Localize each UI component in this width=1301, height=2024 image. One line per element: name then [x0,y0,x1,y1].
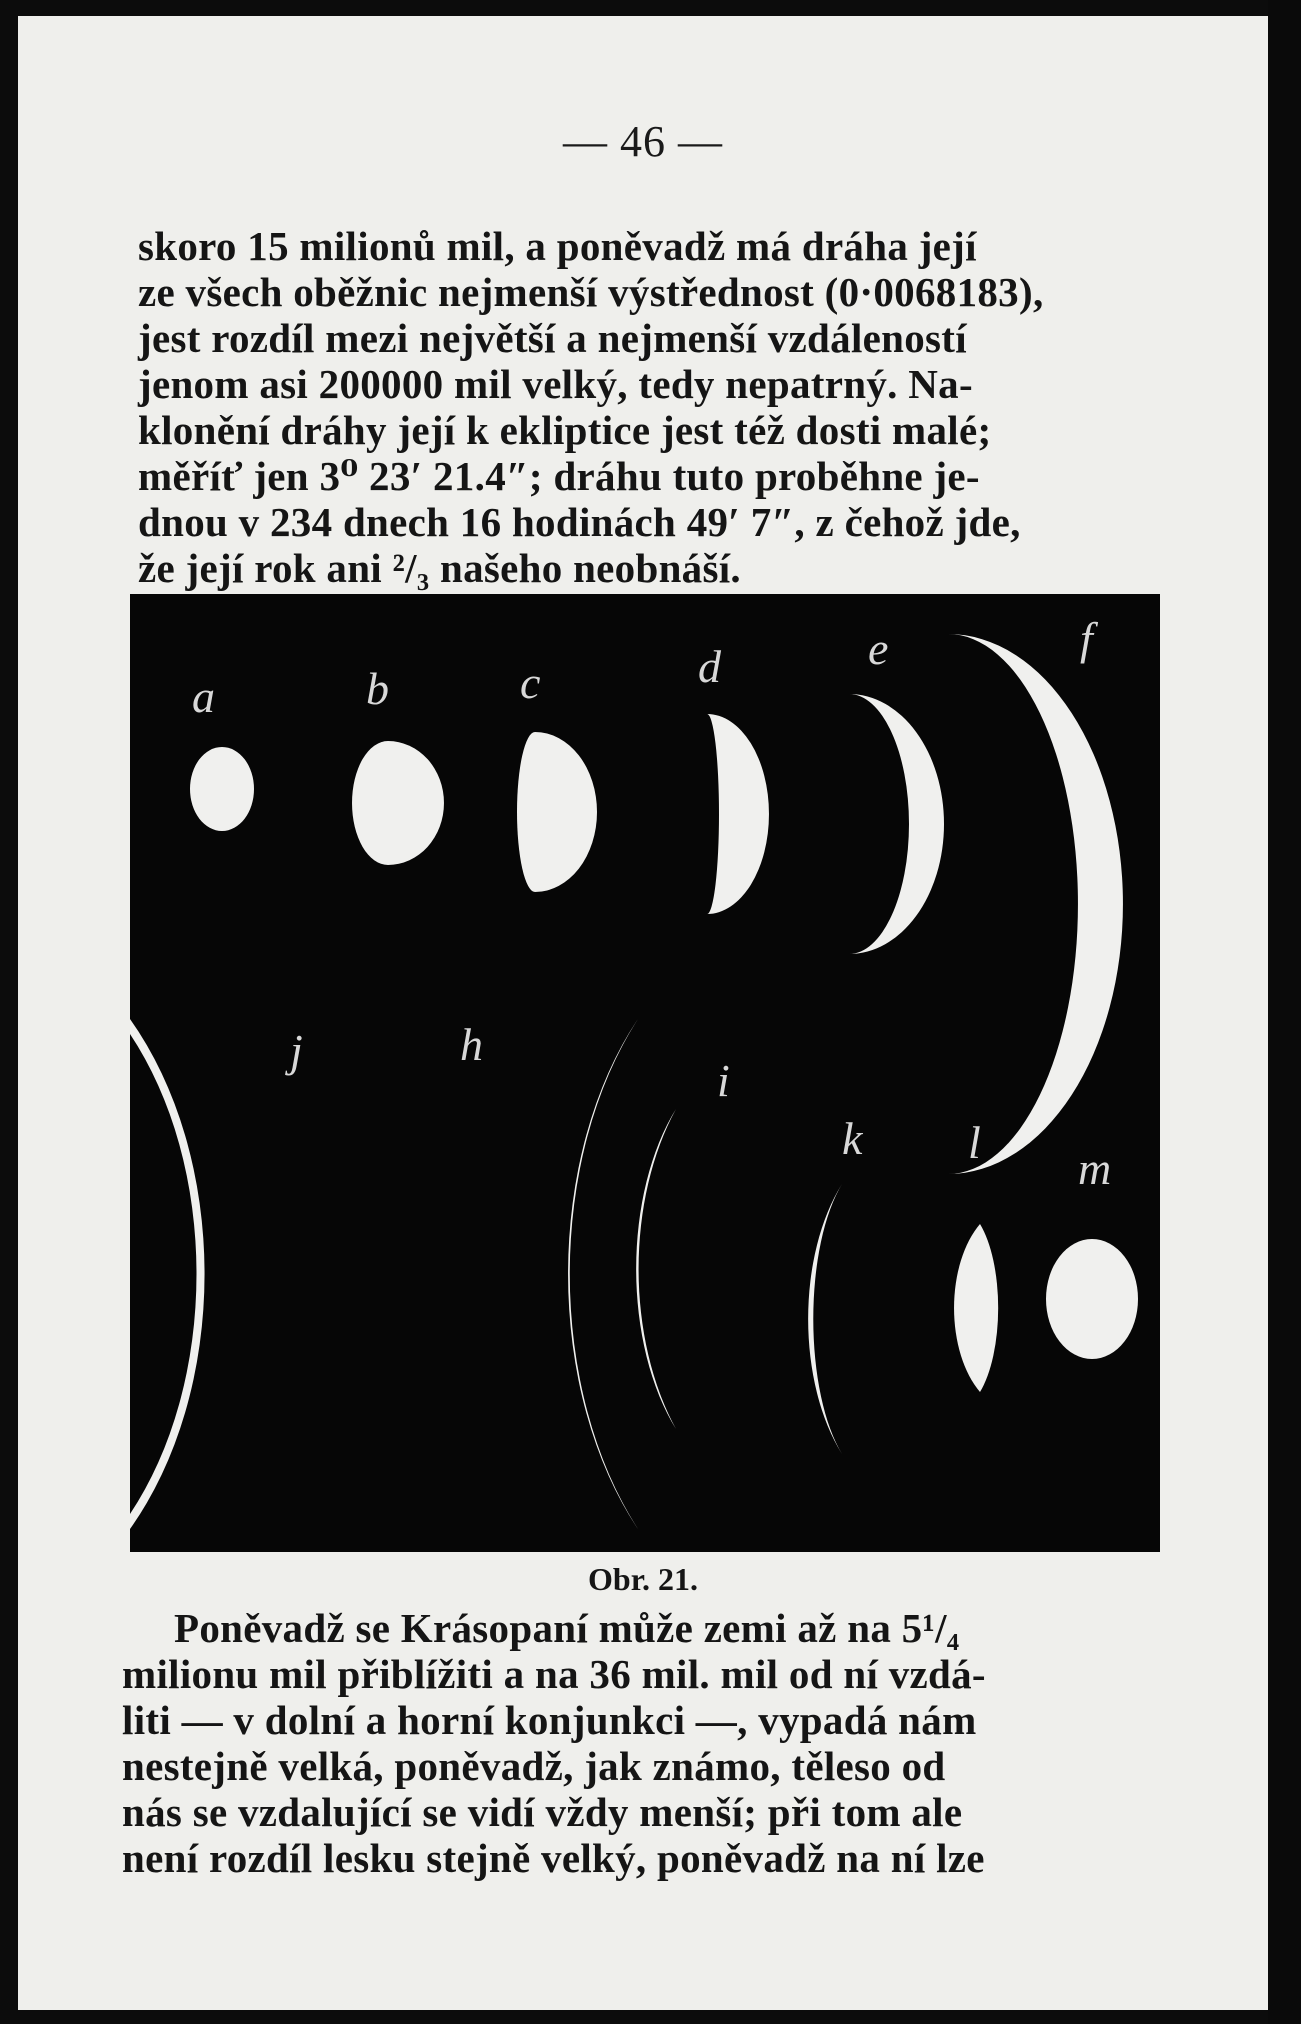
text-line: že její rok ani ²/₃ našeho neobnáší. [138,545,741,591]
text-line: klonění dráhy její k ekliptice jest též dosti malé; [138,407,992,453]
phase-a-shape [190,747,254,831]
scan-edge [1268,0,1301,2024]
venus-phases-illustration [130,594,1160,1552]
phase-label-f: f [1080,613,1093,664]
text-line: skoro 15 milionů mil, a poněvadž má dráha její [138,223,977,269]
phase-label-c: c [520,657,541,708]
phase-label-k: k [842,1113,863,1164]
text-line: Poněvadž se Krásopaní může zemi až na 5¹/₄ [174,1605,960,1651]
text-line: jest rozdíl mezi největší a nejmenší vzdáleností [138,315,967,361]
text-line: nestejně velká, poněvadž, jak známo, těleso od [122,1743,946,1789]
phase-label-d: d [698,641,721,692]
phase-label-e: e [868,623,889,674]
text-line: dnou v 234 dnech 16 hodinách 49′ 7″, z čehož jde, [138,499,1021,545]
page-number: — 46 — [563,117,723,166]
text-line: jenom asi 200000 mil velký, tedy nepatrný. Na- [138,361,973,407]
phase-label-m: m [1078,1143,1112,1194]
venus-phases-figure [130,594,1160,1552]
phase-label-j: j [290,1025,303,1076]
phase-label-l: l [968,1117,981,1168]
text-line: ze všech oběžnic nejmenší výstřednost (0·0068183), [138,269,1044,315]
figure-caption: Obr. 21. [588,1561,698,1597]
text-line: měříť jen 3⁰ 23′ 21.4″; dráhu tuto proběhne je- [138,453,980,499]
text-line: nás se vzdalující se vidí vždy menší; při tom ale [122,1789,963,1835]
text-line: není rozdíl lesku stejně velký, poněvadž na ní lze [122,1835,985,1881]
book-page [18,16,1268,2010]
text-line: milionu mil přiblížiti a na 36 mil. mil od ní vzdá- [122,1651,986,1697]
phase-label-a: a [192,671,215,722]
phase-label-b: b [366,663,389,714]
phase-label-h: h [460,1019,483,1070]
phase-m-shape [1046,1239,1138,1359]
text-line: liti — v dolní a horní konjunkci —, vypadá nám [122,1697,977,1743]
phase-label-i: i [717,1055,730,1106]
